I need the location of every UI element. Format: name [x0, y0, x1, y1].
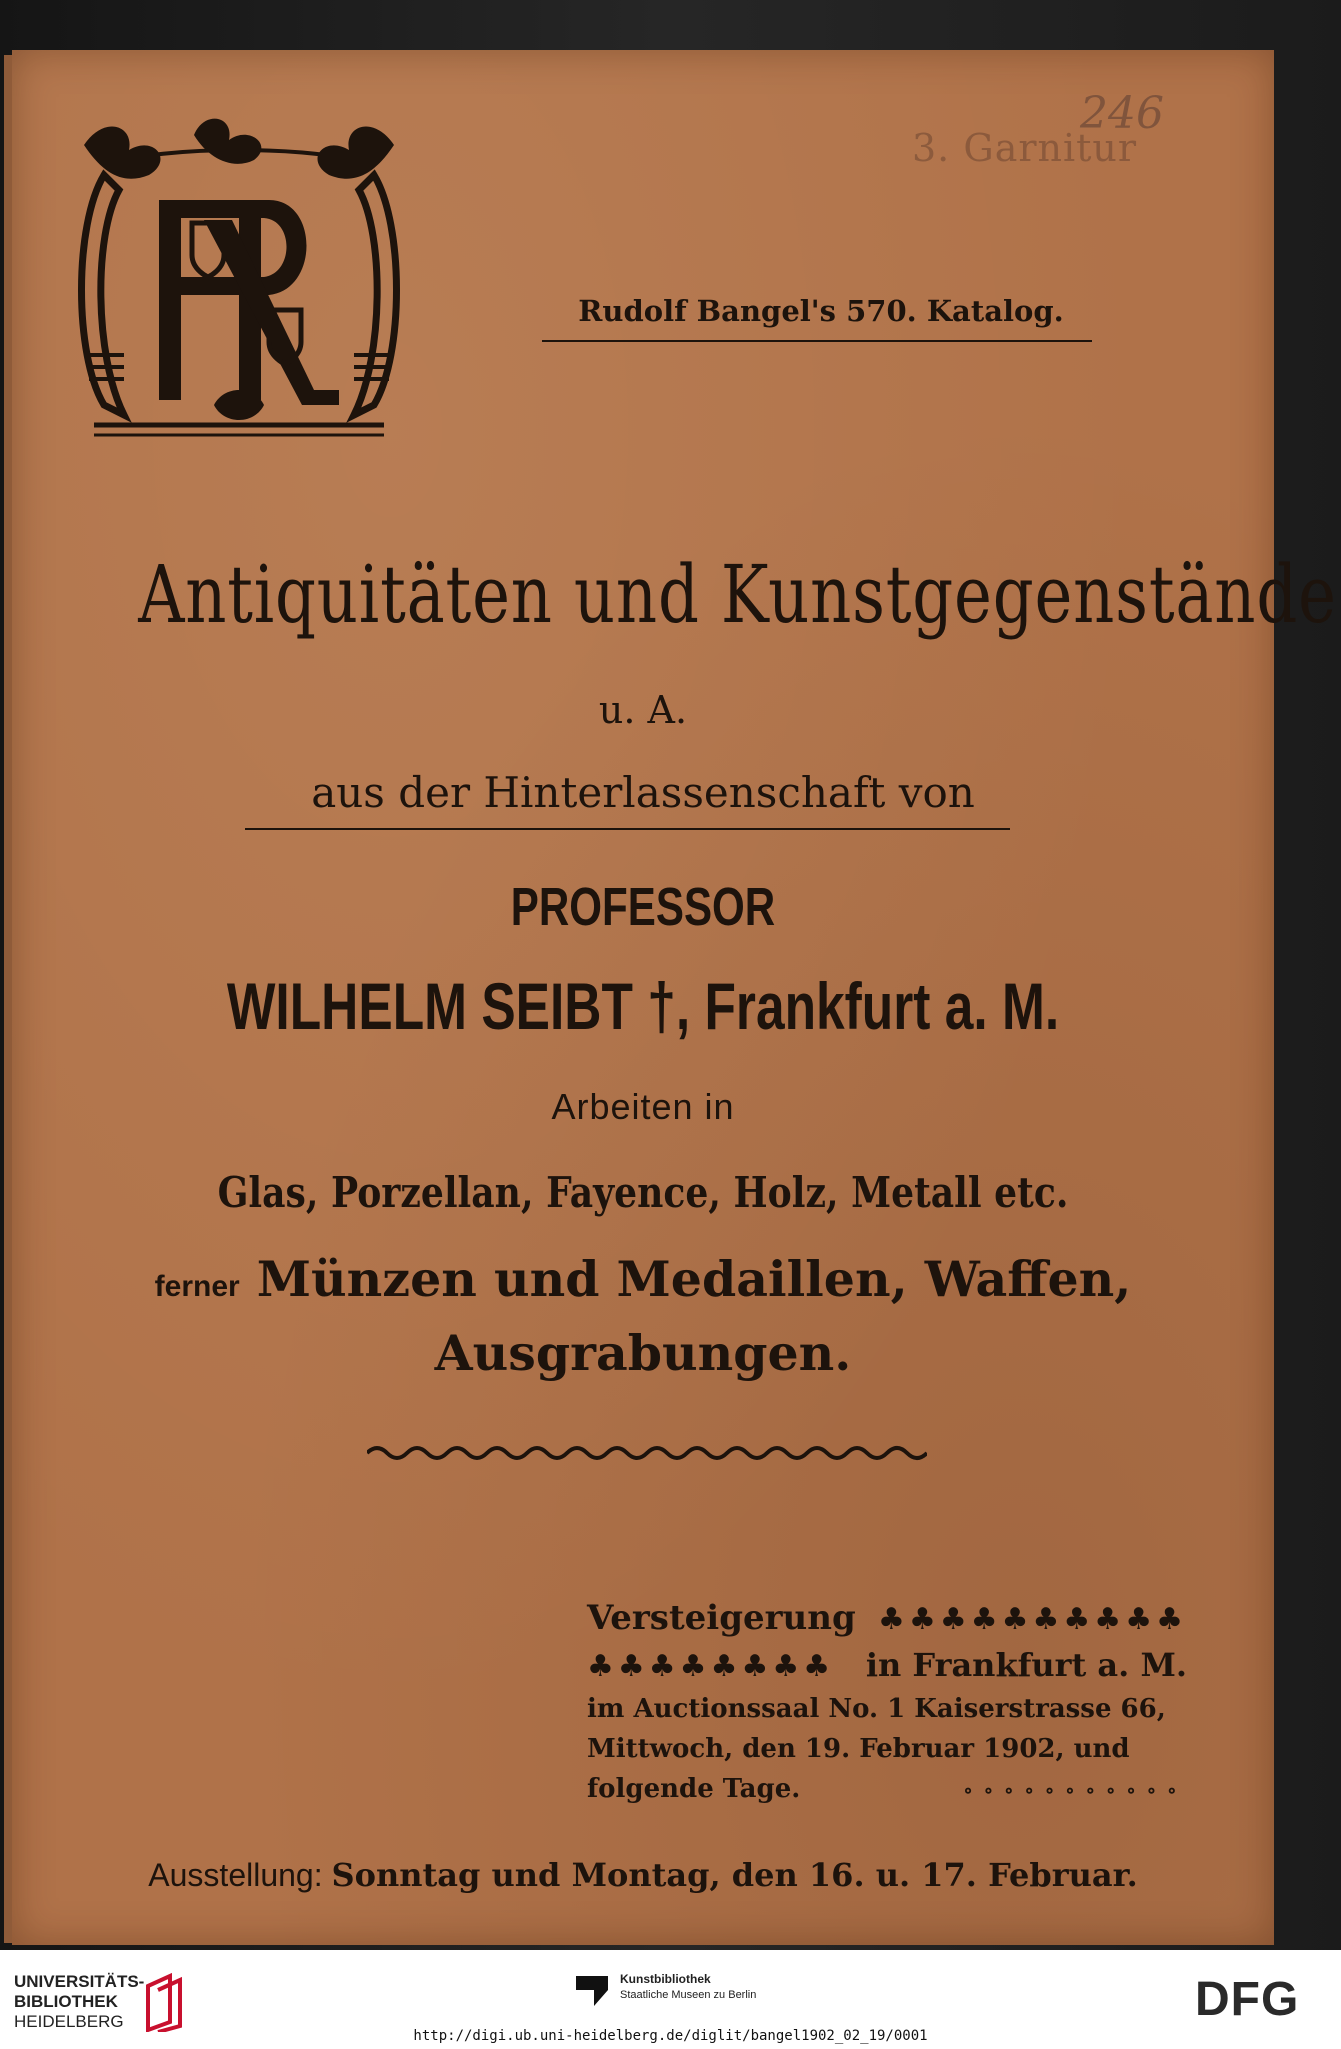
dot-ornament: ∘∘∘∘∘∘∘∘∘∘∘ [962, 1778, 1187, 1802]
catalog-cover [12, 50, 1337, 1945]
auction-venue: im Auctionssaal No. 1 Kaiserstrasse 66, [587, 1694, 1166, 1724]
catalog-underline [542, 340, 1092, 342]
ornament-row-a: ♣♣♣♣♣♣♣♣♣♣ [878, 1602, 1187, 1637]
catalog-line: Rudolf Bangel's 570. Katalog. [578, 294, 1064, 328]
materials-line: Glas, Porzellan, Fayence, Holz, Metall etc. [217, 1168, 1069, 1217]
ornament-row-b: ♣♣♣♣♣♣♣♣ [587, 1649, 835, 1684]
further-prefix: ferner [154, 1270, 240, 1303]
ub-line-1: UNIVERSITÄTS- [14, 1972, 145, 1991]
permalink-url[interactable]: http://digi.ub.uni-heidelberg.de/diglit/bangel1902_02_19/0001 [413, 2028, 928, 2044]
estate-line: aus der Hinterlassenschaft von [311, 768, 975, 817]
pencil-mark: 246 [1080, 88, 1164, 139]
works-intro: Arbeiten in [551, 1086, 735, 1127]
library-stamp: 3. Garnitur [912, 126, 1138, 170]
kunstbibliothek-logo-icon [572, 1972, 612, 2010]
main-title: Antiquitäten und Kunstgegenstände [138, 548, 1337, 641]
auction-label: Versteigerung [587, 1598, 856, 1638]
auction-line-2 [587, 1646, 1187, 1694]
estate-underline [245, 828, 1010, 830]
auction-place: in Frankfurt a. M. [865, 1646, 1187, 1684]
subtitle-ua: u. A. [598, 688, 688, 732]
kb-line-2: Staatliche Museen zu Berlin [620, 1989, 757, 2001]
kunstbibliothek-label [620, 1972, 756, 2003]
ub-heidelberg-logo-icon [140, 1972, 188, 2032]
auction-line-1 [587, 1598, 1187, 1646]
ub-line-2: BIBLIOTHEK [14, 1992, 118, 2011]
auction-line-5 [587, 1774, 1187, 1814]
further-line [12, 1250, 1274, 1308]
exhibition-label: Ausstellung: [148, 1857, 323, 1893]
ub-heidelberg-label [14, 1972, 144, 2032]
professor-heading: PROFESSOR [510, 877, 776, 937]
exhibition-line [12, 1856, 1274, 1894]
kb-line-1: Kunstbibliothek [620, 1972, 711, 1986]
exhibition-dates: Sonntag und Montag, den 16. u. 17. Februar. [331, 1856, 1138, 1894]
name-line: WILHELM SEIBT †, Frankfurt a. M. [226, 969, 1060, 1043]
further-items: Münzen und Medaillen, Waffen, [256, 1250, 1132, 1308]
digitization-footer [0, 1950, 1341, 2049]
auction-block [587, 1598, 1187, 1814]
auction-following: folgende Tage. [587, 1774, 801, 1804]
wavy-divider-icon [367, 1438, 927, 1468]
rb-monogram-logo-icon [64, 105, 414, 457]
further-items-2: Ausgrabungen. [434, 1324, 852, 1382]
ub-line-3: HEIDELBERG [14, 2012, 124, 2031]
auction-date: Mittwoch, den 19. Februar 1902, und [587, 1734, 1130, 1764]
dfg-logo: DFG [1195, 1973, 1300, 2026]
